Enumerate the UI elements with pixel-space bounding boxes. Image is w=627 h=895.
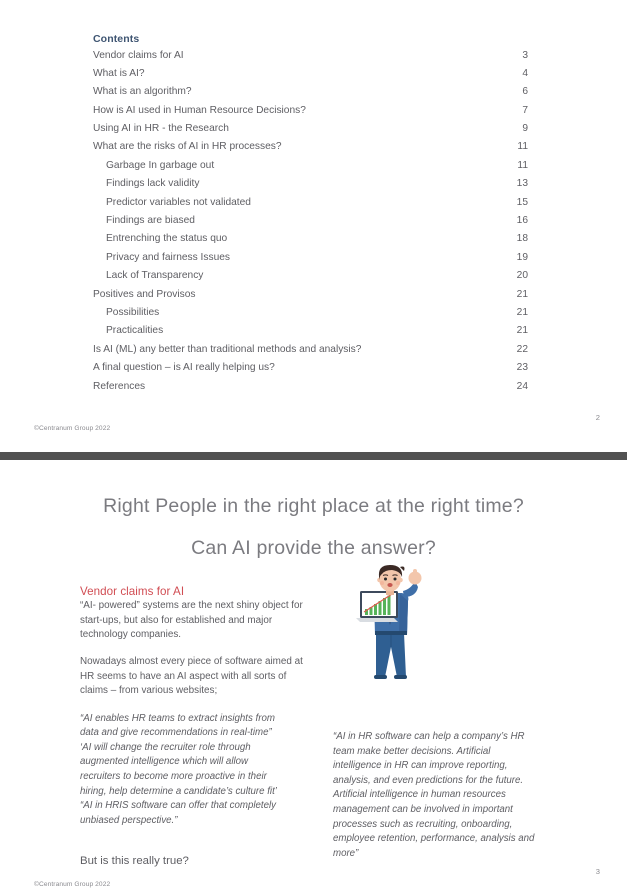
toc-entry-page-number: 11 (517, 159, 528, 171)
vendor-quote-line: “AI in HRIS software can offer that completely (80, 800, 276, 812)
toc-entry-page-number: 21 (516, 325, 528, 337)
toc-entry-page-number: 3 (522, 49, 528, 61)
section-title-vendor-claims: Vendor claims for AI (80, 585, 185, 598)
vendor-quote-line: augmented intelligence which will allow (80, 756, 249, 768)
toc-entry[interactable] (93, 106, 528, 124)
vendor-quote-line: Artificial intelligence in human resources (333, 789, 506, 801)
toc-entry-label: Practicalities (106, 325, 164, 337)
toc-entry[interactable] (93, 179, 528, 197)
toc-entry-page-number: 4 (522, 67, 528, 79)
vendor-quote-right (333, 730, 561, 861)
toc-entry-page-number: 21 (516, 288, 528, 300)
page-separator-bar (0, 452, 627, 460)
toc-entry[interactable] (93, 290, 528, 308)
vendor-quote-line: hiring, help determine a candidate’s culture fit’ (80, 785, 277, 797)
toc-entry-page-number: 21 (516, 306, 528, 318)
toc-entry-page-number: 19 (516, 251, 528, 263)
toc-entry-label: References (93, 380, 146, 392)
paragraph-nowadays-software: Nowadays almost every piece of software aimed at HR seems to have an AI aspect with all sorts of claims – from various websites; (80, 656, 303, 697)
toc-entry-label: Vendor claims for AI (93, 49, 184, 61)
toc-entry-page-number: 18 (516, 233, 528, 245)
vendor-quote-line: data and give recommendations in real-time” (80, 727, 272, 739)
toc-entry-page-number: 7 (522, 104, 528, 116)
toc-entry-page-number: 11 (517, 141, 528, 153)
toc-entry-label: A final question – is AI really helping us? (93, 362, 275, 374)
slide-heading-line-1: Right People in the right place at the right time? (103, 495, 524, 517)
vendor-quotes-left (80, 712, 315, 829)
paragraph-ai-powered-systems: “AI- powered” systems are the next shiny object for start-ups, but also for established and major technology companies. (80, 600, 303, 641)
toc-entry[interactable] (93, 308, 528, 326)
toc-entry-label: Entrenching the status quo (106, 233, 228, 245)
vendor-quote-line: ‘AI will change the recruiter role through (80, 741, 251, 753)
vendor-quote-line: unbiased perspective.” (80, 814, 178, 826)
vendor-quote-line: analysis, and even predictions for the future. (333, 774, 524, 786)
toc-entry[interactable] (93, 363, 528, 381)
toc-entry-page-number: 9 (522, 123, 528, 135)
toc-entry[interactable] (93, 69, 528, 87)
vendor-quote-line: team make better decisions. Artificial (333, 745, 491, 757)
toc-entry-label: What is AI? (93, 67, 145, 79)
toc-entry[interactable] (93, 234, 528, 252)
toc-entry[interactable] (93, 51, 528, 69)
page-slide-vendor-claims (0, 460, 627, 895)
toc-entry-page-number: 6 (522, 86, 528, 98)
toc-entry-label: Lack of Transparency (106, 270, 204, 282)
toc-entry[interactable] (93, 161, 528, 179)
toc-entry-label: Predictor variables not validated (106, 196, 251, 208)
vendor-quote-line: processes such as recruiting, onboarding, (333, 818, 513, 830)
vendor-quote-line: more” (333, 847, 359, 859)
toc-entry-page-number: 23 (516, 362, 528, 374)
toc-entry[interactable] (93, 124, 528, 142)
toc-entry[interactable] (93, 87, 528, 105)
toc-entry-page-number: 20 (516, 270, 528, 282)
toc-entry[interactable] (93, 216, 528, 234)
toc-entry[interactable] (93, 142, 528, 160)
toc-entry[interactable] (93, 253, 528, 271)
toc-entry[interactable] (93, 382, 528, 400)
toc-entry-label: Findings lack validity (106, 178, 200, 190)
toc-entry-page-number: 22 (516, 343, 528, 355)
toc-entry-label: What are the risks of AI in HR processes? (93, 141, 282, 153)
toc-entry-page-number: 13 (516, 178, 528, 190)
vendor-quote-line: employee retention, performance, analysis and (333, 833, 535, 845)
toc-entry-label: Garbage In garbage out (106, 159, 215, 171)
toc-entry-list (93, 51, 528, 400)
footer-page-number-page3: 3 (595, 867, 600, 876)
slide-heading-line-2: Can AI provide the answer? (191, 537, 436, 559)
toc-entry[interactable] (93, 345, 528, 363)
left-content-column (80, 585, 315, 828)
toc-entry[interactable] (93, 271, 528, 289)
vendor-quote-line: management can be involved in important (333, 803, 513, 815)
footer-copyright-page2: ©Centranum Group 2022 (34, 425, 111, 432)
businessman-with-laptop-chart-icon (336, 563, 444, 683)
toc-entry-page-number: 16 (516, 215, 528, 227)
contents-heading: Contents (93, 33, 140, 45)
vendor-quote-line: recruiters to become more proactive in their (80, 770, 267, 782)
vendor-quote-line: “AI in HR software can help a company’s HR (333, 731, 525, 742)
toc-entry-label: Possibilities (106, 306, 160, 318)
toc-entry-label: Using AI in HR - the Research (93, 123, 229, 135)
toc-entry-label: Privacy and fairness Issues (106, 251, 231, 263)
toc-entry-page-number: 24 (516, 380, 528, 392)
toc-entry-label: How is AI used in Human Resource Decisions? (93, 104, 306, 116)
table-of-contents (93, 33, 528, 400)
toc-entry-label: Is AI (ML) any better than traditional methods and analysis? (93, 343, 362, 355)
vendor-quote-line: “AI enables HR teams to extract insights from (80, 712, 275, 724)
toc-entry-label: Positives and Provisos (93, 288, 196, 300)
vendor-quote-line: intelligence in HR can improve reporting, (333, 760, 508, 772)
footer-copyright-page3: ©Centranum Group 2022 (34, 881, 111, 888)
toc-entry-label: What is an algorithm? (93, 86, 192, 98)
footer-page-number-page2: 2 (595, 413, 600, 422)
toc-entry[interactable] (93, 326, 528, 344)
closing-question: But is this really true? (80, 855, 189, 867)
toc-entry-label: Findings are biased (106, 215, 195, 227)
toc-entry-page-number: 15 (516, 196, 528, 208)
toc-entry[interactable] (93, 198, 528, 216)
